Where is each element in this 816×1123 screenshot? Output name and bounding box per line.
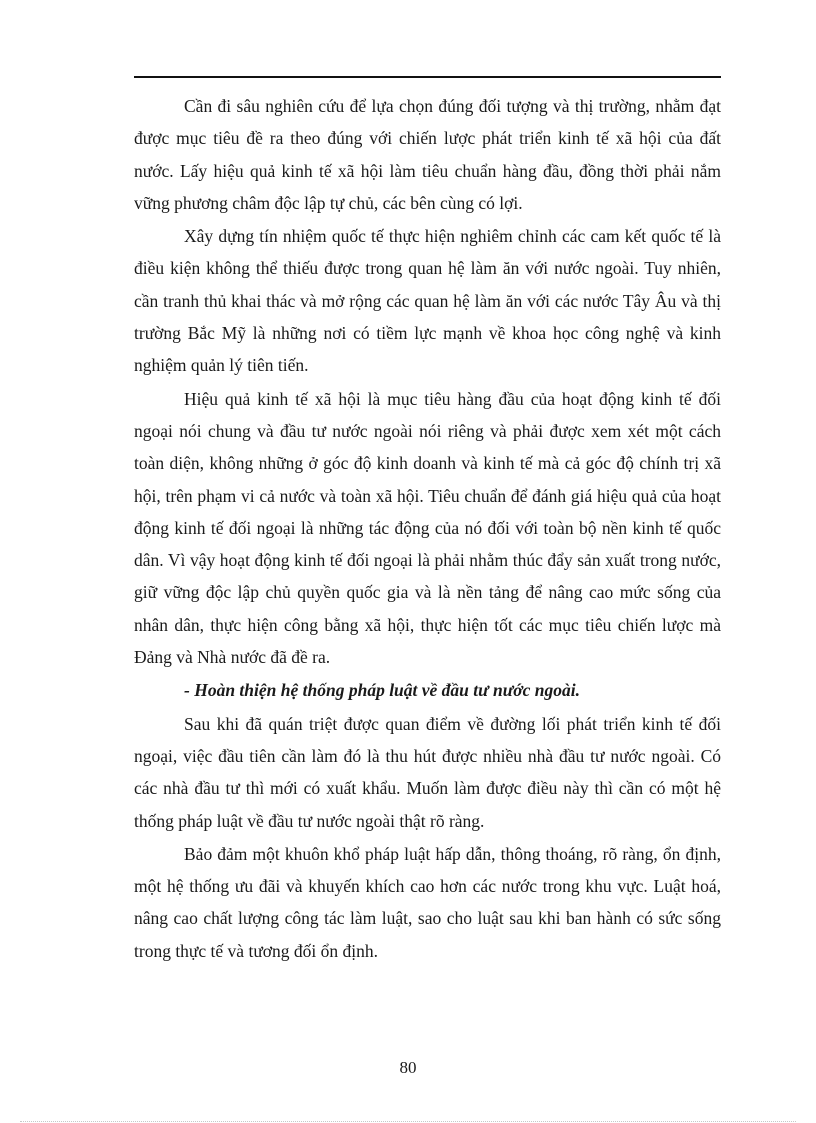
header-rule <box>134 76 721 78</box>
paragraph-legal-framework: Bảo đảm một khuôn khổ pháp luật hấp dẫn, thông thoáng, rõ ràng, ổn định, một hệ thống ưu đãi và khuyến khích cao hơn các nước trong khu vực. Luật hoá, nâng cao chất lượng công tác làm luật, sao cho luật sau khi ban hành có sức sống trong thực tế và tương đối ổn định. <box>134 843 721 961</box>
paragraph-attract-investors: Sau khi đã quán triệt được quan điểm về đường lối phát triển kinh tế đối ngoại, việc đầu tiên cần làm đó là thu hút được nhiều nhà đầu tư nước ngoài. Có các nhà đầu tư thì mới có xuất khẩu. Muốn làm được điều này thì cần có một hệ thống pháp luật về đầu tư nước ngoài thật rõ ràng. <box>134 713 721 831</box>
page-body <box>134 90 721 968</box>
paragraph-international-trust: Xây dựng tín nhiệm quốc tế thực hiện nghiêm chỉnh các cam kết quốc tế là điều kiện không thể thiếu được trong quan hệ làm ăn với nước ngoài. Tuy nhiên, cần tranh thủ khai thác và mở rộng các quan hệ làm ăn với các nước Tây Âu và thị trường Bắc Mỹ là những nơi có tiềm lực mạnh về khoa học công nghệ và kinh nghiệm quản lý tiên tiến. <box>134 226 721 376</box>
section-heading: - Hoàn thiện hệ thống pháp luật về đầu tư nước ngoài. <box>184 680 580 701</box>
footer-rule <box>20 1121 796 1122</box>
page-number: 80 <box>399 1058 417 1077</box>
paragraph-target-selection: Cần đi sâu nghiên cứu để lựa chọn đúng đối tượng và thị trường, nhằm đạt được mục tiêu đề ra theo đúng với chiến lược phát triển kinh tế xã hội của đất nước. Lấy hiệu quả kinh tế xã hội làm tiêu chuẩn hàng đầu, đồng thời phải nắm vững phương châm độc lập tự chủ, các bên cùng có lợi. <box>134 96 721 213</box>
paragraph-socioeconomic-efficiency: Hiệu quả kinh tế xã hội là mục tiêu hàng đầu của hoạt động kinh tế đối ngoại nói chung và đầu tư nước ngoài nói riêng và phải được xem xét một cách toàn diện, không những ở góc độ kinh doanh và kinh tế mà cả góc độ chính trị xã hội, trên phạm vi cả nước và toàn xã hội. Tiêu chuẩn để đánh giá hiệu quả của hoạt động kinh tế đối ngoại là những tác động của nó đối với toàn bộ nền kinh tế quốc dân. Vì vậy hoạt động kinh tế đối ngoại là phải nhằm thúc đẩy sản xuất trong nước, giữ vững độc lập chủ quyền quốc gia và là nền tảng để nâng cao mức sống của nhân dân, thực hiện công bằng xã hội, thực hiện tốt các mục tiêu chiến lược mà Đảng và Nhà nước đã đề ra. <box>134 388 721 668</box>
